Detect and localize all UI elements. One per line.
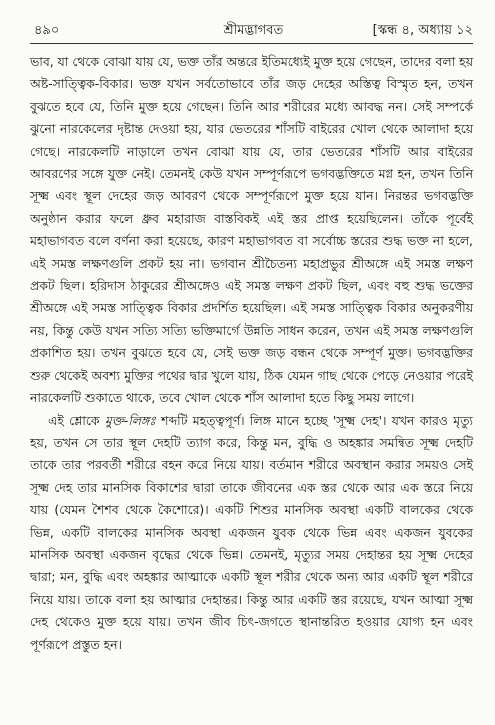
paragraph-2-lead: এই শ্লোকে bbox=[48, 412, 105, 428]
header-rule bbox=[30, 43, 473, 44]
page-number: ৪৯০ bbox=[34, 23, 60, 38]
purport-text bbox=[30, 51, 473, 715]
book-title: শ্রীমদ্ভাগবত bbox=[223, 23, 284, 38]
paragraph-1: ভাব, যা থেকে বোঝা যায় যে, ভক্ত তাঁর অন্তরে ইতিমধ্যেই মুক্ত হয়ে গেছেন, তাদের বলা হয় অষ্ট-সাত্ত্বিক-বিকার। ভক্ত যখন সর্বতোভাবে তাঁর জড় দেহের অস্তিত্ব বিস্মৃত হন, তখন বুঝতে হবে যে, তিনি মুক্ত হয়ে গেছেন। তিনি আর শরীরের মধ্যে আবদ্ধ নন। সেই সম্পর্কে ঝুনো নারকেলের দৃষ্টান্ত দেওয়া হয়, যার ভেতরের শাঁসটি বাইরের খোল থেকে আলাদা হয়ে গেছে। নারকেলটি নাড়ালে তখন বোঝা যায় যে, তার ভেতরের শাঁসটি আর বাইরের আবরণের সঙ্গে যুক্ত নেই। তেমনই কেউ যখন সম্পূর্ণরূপে ভগবদ্ভক্তিতে মগ্ন হন, তখন তিনি সূক্ষ্ম এবং স্থূল দেহের জড় আবরণ থেকে সম্পূর্ণরূপে মুক্ত হয়ে যান। নিরন্তর ভগবদ্ভক্তি অনুষ্ঠান করার ফলে ধ্রুব মহারাজ বাস্তবিকই এই স্তর প্রাপ্ত হয়েছিলেন। তাঁকে পূর্বেই মহাভাগবত বলে বর্ণনা করা হয়েছে, কারণ মহাভাগবত বা সর্বোচ্চ স্তরের শুদ্ধ ভক্ত না হলে, এই সমস্ত লক্ষণগুলি প্রকট হয় না। ভগবান শ্রীচৈতন্য মহাপ্রভুর শ্রীঅঙ্গে এই সমস্ত লক্ষণ প্রকট ছিল। হরিদাস ঠাকুরের শ্রীঅঙ্গেও এই সমস্ত লক্ষণ প্রকট ছিল, এবং বহু শুদ্ধ ভক্তের শ্রীঅঙ্গে এই সমস্ত সাত্ত্বিক বিকার প্রদর্শিত হয়েছিল। এই সমস্ত সাত্ত্বিক বিকার অনুকরণীয় নয়, কিন্তু কেউ যখন সত্যি সত্যি ভক্তিমার্গে উন্নতি সাধন করেন, তখন এই সমস্ত লক্ষণগুলি প্রকাশিত হয়। তখন বুঝতে হবে যে, সেই ভক্ত জড় বন্ধন থেকে সম্পূর্ণ মুক্ত। ভগবদ্ভক্তির শুরু থেকেই অবশ্য মুক্তির পথের দ্বার খুলে যায়, ঠিক যেমন গাছ থেকে পেড়ে নেওয়ার পরেই নারকেলটি শুকাতে থাকে, তবে খোল থেকে শাঁস আলাদা হতে কিছু সময় লাগে। bbox=[30, 54, 473, 406]
paragraph-2-text: শব্দটি মহত্ত্বপূর্ণ। লিঙ্গ মানে হচ্ছে 'সূক্ষ্ম দেহ'। যখন কারও মৃত্যু হয়, তখন সে তার স্থূল দেহটি ত্যাগ করে, কিন্তু মন, বুদ্ধি ও অহঙ্কার সমন্বিত সূক্ষ্ম দেহটি তাকে তার পরবর্তী শরীরে বহন করে নিয়ে যায়। বর্তমান শরীরে অবস্থান করার সময়ও সেই সূক্ষ্ম দেহ তার মানসিক বিকাশের দ্বারা তাকে জীবনের এক স্তর থেকে আর এক স্তরে নিয়ে যায় (যেমন শৈশব থেকে কৈশোরে)। একটি শিশুর মানসিক অবস্থা একটি বালকের থেকে ভিন্ন, একটি বালকের মানসিক অবস্থা একজন যুবক থেকে ভিন্ন এবং একজন যুবকের মানসিক অবস্থা একজন বৃদ্ধের থেকে ভিন্ন। তেমনই, মৃত্যুর সময় দেহান্তর হয় সূক্ষ্ম দেহের দ্বারা; মন, বুদ্ধি এবং অহঙ্কার আত্মাকে একটি স্থূল শরীর থেকে অন্য আর একটি স্থূল শরীরে নিয়ে যায়। তাকে বলা হয় আত্মার দেহান্তর। কিন্তু আর একটি স্তর রয়েছে, যখন আত্মা সূক্ষ্ম দেহ থেকেও মুক্ত হয়ে যায়। তখন জীব চিৎ-জগতে স্থানান্তরিত হওয়ার যোগ্য হন এবং পূর্ণরূপে প্রস্তুত হন। bbox=[30, 412, 473, 652]
running-header bbox=[34, 20, 473, 42]
paragraph-2 bbox=[30, 410, 473, 656]
chapter-location: [স্কন্ধ ৪, অধ্যায় ১২ bbox=[372, 23, 473, 38]
sanskrit-term: মুক্ত-লিঙ্গঃ bbox=[104, 412, 156, 428]
